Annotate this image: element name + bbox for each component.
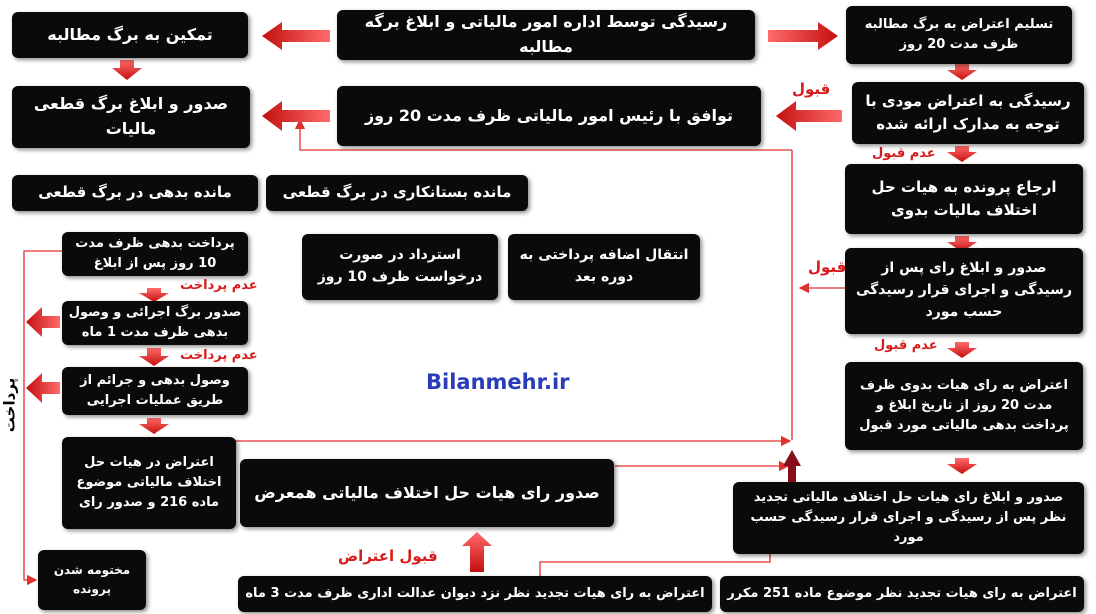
refund-box: استرداد در صورت درخواست ظرف 10 روز: [302, 234, 498, 300]
arrow-down-obj5: [947, 458, 977, 474]
reject-label-2: عدم قبول: [874, 338, 938, 353]
accept-label-2: قبول: [808, 258, 847, 276]
line-left-payment: [24, 251, 62, 580]
arrow-left-enforcement: [26, 307, 60, 337]
objection-216-box: اعتراض در هیات حل اختلاف مالیاتی موضوع ماده 216 و صدور رای: [62, 437, 236, 529]
appeal-initial-box: اعتراض به رای هیات بدوی ظرف مدت 20 روز از تاریخ ابلاغ و پرداخت بدهی مالیاتی مورد قبول: [845, 362, 1083, 450]
pay-debt-box: پرداخت بدهی ظرف مدت 10 روز پس از ابلاغ: [62, 232, 248, 276]
arrow-left-agreement: [262, 101, 330, 131]
arrow-down-pay3: [139, 418, 169, 434]
arrow-up-accept-objection: [462, 532, 492, 572]
block-arrows-left: [26, 22, 842, 403]
arrow-down-pay1: [139, 288, 169, 302]
appeal-court-box: اعتراض به رای هیات تجدید نظر نزد دیوان عدالت اداری ظرف مدت 3 ماه: [238, 576, 712, 612]
reject-label-1: عدم قبول: [872, 146, 936, 161]
non-payment-label-1: عدم پرداخت: [180, 278, 258, 293]
appeal-251-box: اعتراض به رای هیات تجدید نظر موضوع ماده 251 مکرر: [720, 576, 1084, 612]
enforcement-sheet-box: صدور برگ اجرائی و وصول بدهی ظرف مدت 1 ماه: [62, 301, 248, 345]
review-notice-box: رسیدگی توسط اداره امور مالیاتی و ابلاغ برگه مطالبه: [337, 10, 755, 60]
arrow-down-obj1: [947, 64, 977, 80]
submit-objection-box: تسلیم اعتراض به برگ مطالبه ظرف مدت 20 روز: [846, 6, 1072, 64]
appeal-board-ruling-box: صدور و ابلاغ رای هیات حل اختلاف مالیاتی تجدید نظر پس از رسیدگی و اجرای قرار رسیدگی حسب مورد: [733, 482, 1084, 554]
creditor-balance-box: مانده بستانکاری در برگ قطعی: [266, 175, 528, 211]
review-objection-box: رسیدگی به اعتراض مودی با توجه به مدارک ارائه شده: [852, 82, 1084, 144]
arrow-down-obj2: [947, 146, 977, 162]
arrow-down-pay2: [139, 348, 169, 366]
refer-board-box: ارجاع پرونده به هیات حل اختلاف مالیات بدوی: [845, 164, 1083, 234]
accept-demand-box: تمکین به برگ مطالبه: [12, 12, 248, 58]
arrow-down-accept: [112, 60, 142, 80]
accept-label-1: قبول: [792, 80, 831, 98]
block-arrows-right: [768, 22, 838, 50]
agreement-chief-box: توافق با رئیس امور مالیاتی ظرف مدت 20 روز: [337, 86, 761, 146]
arrow-left-review: [776, 101, 842, 131]
arrow-up-spine: [783, 450, 801, 484]
payment-vertical-label: پرداخت: [0, 377, 19, 433]
accept-objection-label: قبول اعتراض: [338, 547, 438, 565]
peer-board-ruling-box: صدور رای هیات حل اختلاف مالیاتی همعرض: [240, 459, 614, 527]
arrow-right-objection: [768, 22, 838, 50]
non-payment-label-2: عدم پرداخت: [180, 348, 258, 363]
collect-penalties-box: وصول بدهی و جرائم از طریق عملیات اجرایی: [62, 367, 248, 415]
transfer-next-box: انتقال اضافه پرداختی به دوره بعد: [508, 234, 700, 300]
arrow-left-collect: [26, 373, 60, 403]
arrow-left-accept-demand: [262, 22, 330, 50]
close-file-box: مختومه شدن پرونده: [38, 550, 146, 610]
watermark[interactable]: Bilanmehr.ir: [426, 370, 570, 394]
final-assessment-box: صدور و ابلاغ برگ قطعی مالیات: [12, 86, 250, 148]
initial-ruling-box: صدور و ابلاغ رای پس از رسیدگی و اجرای قرار رسیدگی حسب مورد: [845, 248, 1083, 334]
debtor-balance-box: مانده بدهی در برگ قطعی: [12, 175, 258, 211]
arrow-down-obj4: [947, 342, 977, 358]
